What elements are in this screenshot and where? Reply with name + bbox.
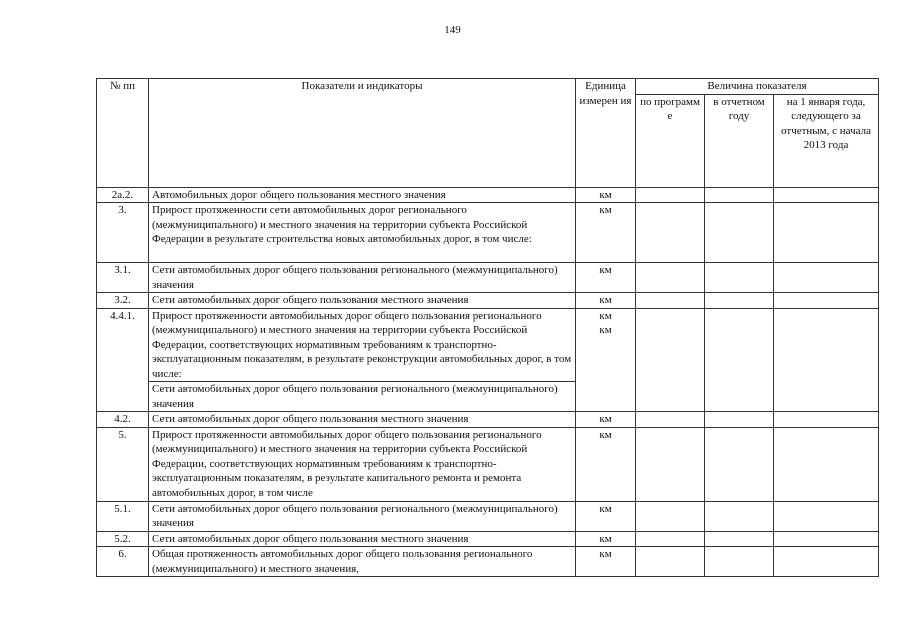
row-name-cell <box>149 308 576 412</box>
row-value-reporting <box>705 501 774 531</box>
header-indicators: Показатели и индикаторы <box>149 79 576 188</box>
row-num: 5. <box>97 427 149 501</box>
row-name: Автомобильных дорог общего пользования местного значения <box>149 187 576 203</box>
table-row <box>97 187 879 203</box>
header-reporting-year: в отчетном году <box>705 94 774 187</box>
row-value-reporting <box>705 531 774 547</box>
row-value-program <box>636 531 705 547</box>
row-value-jan1 <box>774 547 879 577</box>
table-row <box>97 412 879 428</box>
row-value-jan1 <box>774 263 879 293</box>
row-unit-2: км <box>599 324 612 336</box>
row-value-reporting <box>705 308 774 412</box>
row-unit: км <box>576 501 636 531</box>
row-value-reporting <box>705 427 774 501</box>
row-value-jan1 <box>774 412 879 428</box>
row-value-jan1 <box>774 293 879 309</box>
row-name: Сети автомобильных дорог общего пользования местного значения <box>149 293 576 309</box>
row-value-program <box>636 263 705 293</box>
header-unit: Единица измерен ия <box>576 79 636 188</box>
indicators-table <box>96 78 879 577</box>
row-value-reporting <box>705 187 774 203</box>
row-unit: км <box>576 187 636 203</box>
table-row <box>97 427 879 501</box>
table-row <box>97 308 879 412</box>
row-subname: Сети автомобильных дорог общего пользования регионального (межмуниципального) значения <box>149 381 575 411</box>
header-by-program: по программ е <box>636 94 705 187</box>
row-value-reporting <box>705 547 774 577</box>
row-unit: км <box>576 531 636 547</box>
table-row <box>97 547 879 577</box>
row-value-jan1 <box>774 501 879 531</box>
row-name: Прирост протяженности сети автомобильных дорог регионального (межмуниципального) и местного значения на территории субъекта Российской Федерации в результате строительства новых автомобильных дорог, в том числе: <box>149 203 576 263</box>
row-num: 4.4.1. <box>97 308 149 412</box>
row-unit: км <box>576 263 636 293</box>
row-value-reporting <box>705 203 774 263</box>
row-unit-cell <box>576 308 636 412</box>
row-value-program <box>636 203 705 263</box>
row-unit: км <box>576 412 636 428</box>
row-num: 6. <box>97 547 149 577</box>
table-row <box>97 293 879 309</box>
row-value-program <box>636 187 705 203</box>
row-value-program <box>636 427 705 501</box>
table-row <box>97 531 879 547</box>
table-header-row <box>97 79 879 95</box>
header-num: № пп <box>97 79 149 188</box>
row-num: 4.2. <box>97 412 149 428</box>
row-value-jan1 <box>774 203 879 263</box>
table-row <box>97 263 879 293</box>
row-num: 5.2. <box>97 531 149 547</box>
row-num: 5.1. <box>97 501 149 531</box>
row-unit: км <box>576 293 636 309</box>
row-name: Прирост протяженности автомобильных дорог общего пользования регионального (межмуниципального) и местного значения на территории субъекта Российской Федерации, соответствующих нормативным требованиям к транспортно-эксплуатационным показателям, в результате реконструкции автомобильных дорог, в том числе: <box>152 309 572 380</box>
row-value-program <box>636 547 705 577</box>
row-name: Общая протяженность автомобильных дорог общего пользования регионального (межмуниципального) и местного значения, <box>149 547 576 577</box>
row-unit: км <box>576 203 636 263</box>
row-value-jan1 <box>774 427 879 501</box>
row-num: 3. <box>97 203 149 263</box>
page-number: 149 <box>444 24 461 36</box>
row-name: Сети автомобильных дорог общего пользования регионального (межмуниципального) значения <box>149 501 576 531</box>
row-unit: км <box>576 427 636 501</box>
row-name: Сети автомобильных дорог общего пользования местного значения <box>149 412 576 428</box>
row-num: 3.2. <box>97 293 149 309</box>
row-value-jan1 <box>774 187 879 203</box>
header-jan1: на 1 января года, следующего за отчетным, с начала 2013 года <box>774 94 879 187</box>
row-value-jan1 <box>774 308 879 412</box>
header-value-group: Величина показателя <box>636 79 879 95</box>
row-num: 3.1. <box>97 263 149 293</box>
row-value-program <box>636 293 705 309</box>
row-name: Сети автомобильных дорог общего пользования регионального (межмуниципального) значения <box>149 263 576 293</box>
row-value-program <box>636 501 705 531</box>
row-num: 2а.2. <box>97 187 149 203</box>
row-value-reporting <box>705 293 774 309</box>
row-name: Прирост протяженности автомобильных дорог общего пользования регионального (межмуниципального) и местного значения на территории субъекта Российской Федерации, соответствующих нормативным требованиям к транспортно-эксплуатационным показателям, в результате капитального ремонта и ремонта автомобильных дорог, в том числе <box>149 427 576 501</box>
row-unit: км <box>599 309 612 322</box>
table-row <box>97 501 879 531</box>
row-value-reporting <box>705 263 774 293</box>
row-value-program <box>636 308 705 412</box>
row-name: Сети автомобильных дорог общего пользования местного значения <box>149 531 576 547</box>
row-value-reporting <box>705 412 774 428</box>
row-value-jan1 <box>774 531 879 547</box>
row-value-program <box>636 412 705 428</box>
table-row <box>97 203 879 263</box>
row-unit: км <box>576 547 636 577</box>
